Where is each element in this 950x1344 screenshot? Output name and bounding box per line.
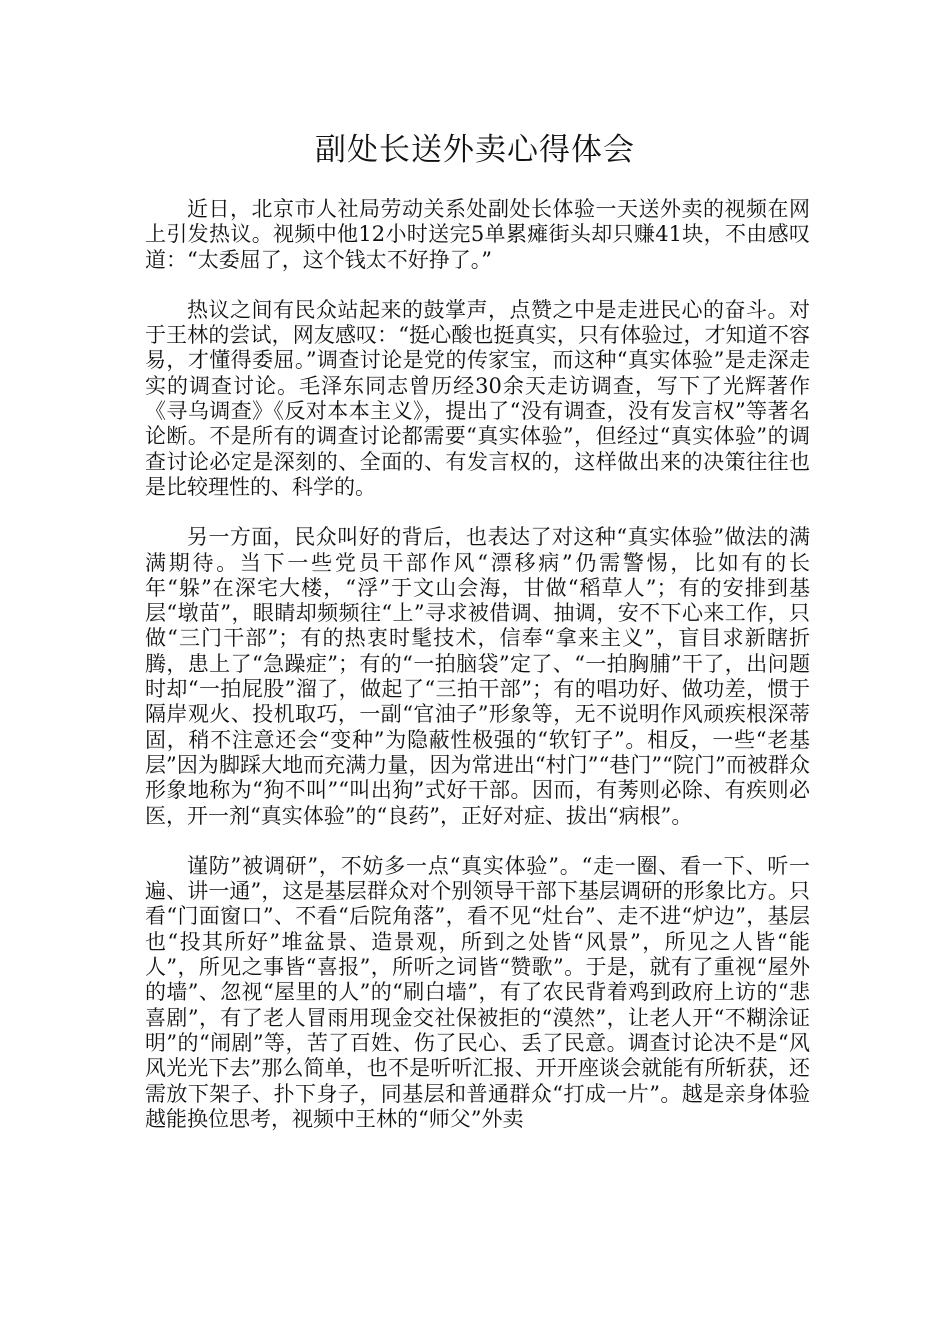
paragraph-4: 谨防”被调研”，不妨多一点“真实体验”。“走一圈、看一下、听一遍、讲一通”，这是基层群众对个别领导干部下基层调研的形象比方。只看“门面窗口”、不看“后院角落”，看不见“灶台”、走不进“炉边”，基层也“投其所好”堆盆景、造景观，所到之处皆“风景”，所见之人皆“能人”，所见之事皆“喜报”，所听之词皆“赞歌”。于是，就有了重视“屋外的墙”、忽视“屋里的人”的“刷白墙”，有了农民背着鸡到政府上访的“悲喜剧”，有了老人冒雨用现金交社保被拒的“漠然”，让老人开“不糊涂证明”的“闹剧”等，苦了百姓、伤了民心、丢了民意。调查讨论决不是“风风光光下去”那么简单，也不是听听汇报、开开座谈会就能有所斩获，还需放下架子、扑下身子，同基层和普通群众“打成一片”。越是亲身体验越能换位思考，视频中王林的“师父”外卖 <box>145 853 810 1131</box>
document-body <box>145 197 810 1157</box>
paragraph-2: 热议之间有民众站起来的鼓掌声，点赞之中是走进民心的奋斗。对于王林的尝试，网友感叹：“挺心酸也挺真实，只有体验过，才知道不容易，才懂得委屈。”调查讨论是党的传家宝，而这种“真实体验”是走深走实的调查讨论。毛泽东同志曾历经30余天走访调查，写下了光辉著作《寻乌调查》《反对本本主义》，提出了“没有调查，没有发言权”等著名论断。不是所有的调查讨论都需要“真实体验”，但经过“真实体验”的调查讨论必定是深刻的、全面的、有发言权的，这样做出来的决策往往也是比较理性的、科学的。 <box>145 297 810 499</box>
paragraph-1: 近日，北京市人社局劳动关系处副处长体验一天送外卖的视频在网上引发热议。视频中他12小时送完5单累瘫街头却只赚41块，不由感叹道：“太委屈了，这个钱太不好挣了。” <box>145 197 810 272</box>
document-title: 副处长送外卖心得体会 <box>315 132 635 168</box>
paragraph-3: 另一方面，民众叫好的背后，也表达了对这种“真实体验”做法的满满期待。当下一些党员干部作风“漂移病”仍需警惕，比如有的长年“躲”在深宅大楼，“浮”于文山会海，甘做“稻草人”；有的安排到基层“墩苗”，眼睛却频频往“上”寻求被借调、抽调，安不下心来工作，只做“三门干部”；有的热衷时髦技术，信奉“拿来主义”，盲目求新瞎折腾，患上了“急躁症”；有的“一拍脑袋”定了、“一拍胸脯”干了，出问题时却“一拍屁股”溜了，做起了“三拍干部”；有的唱功好、做功差，惯于隔岸观火、投机取巧，一副“官油子”形象等，无不说明作风顽疾根深蒂固，稍不注意还会“变种”为隐蔽性极强的“软钉子”。相反，一些“老基层”因为脚踩大地而充满力量，因为常进出“村门”“巷门”“院门”而被群众形象地称为“狗不叫”“叫出狗”式好干部。因而，有莠则必除、有疾则必医，开一剂“真实体验”的“良药”，正好对症、拔出“病根”。 <box>145 525 810 828</box>
